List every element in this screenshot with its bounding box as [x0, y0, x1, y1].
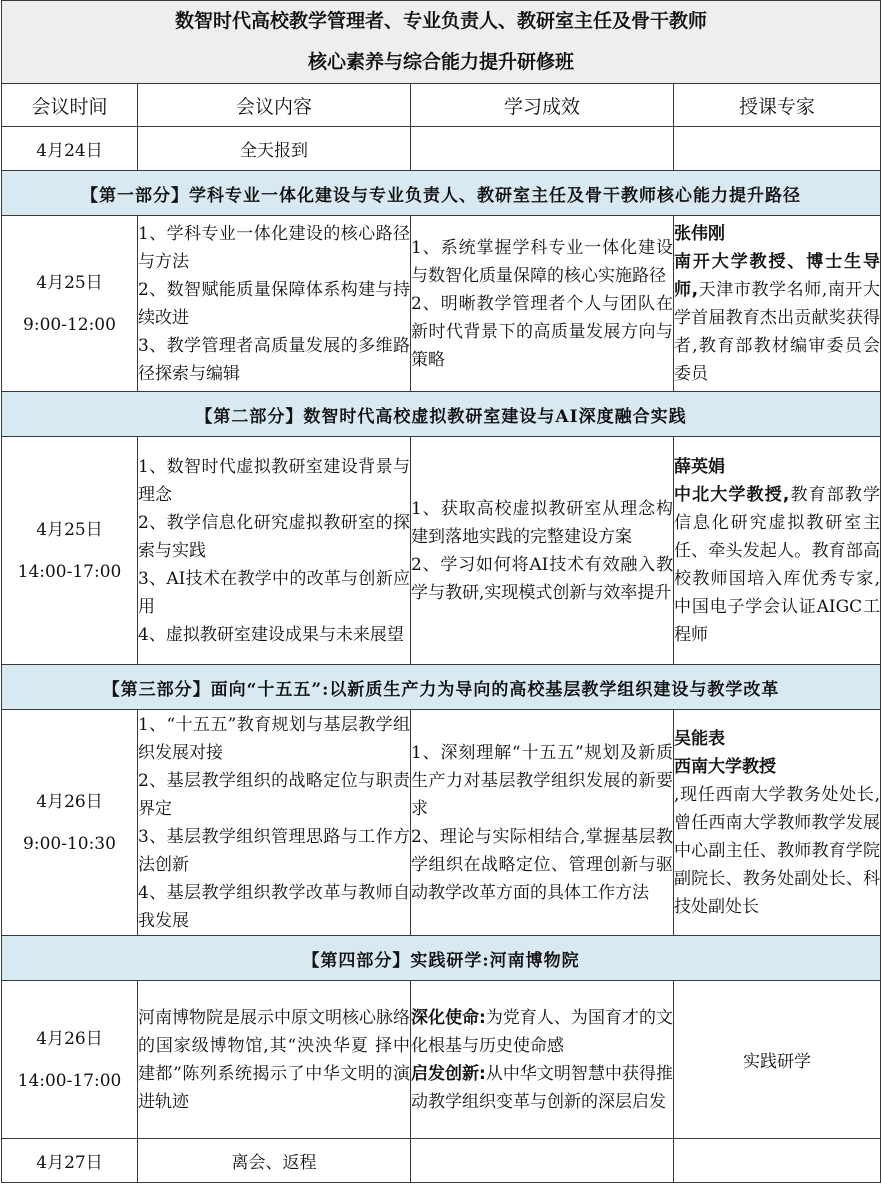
outcome-cell: [411, 437, 674, 665]
date-text: 4月26日: [36, 791, 103, 812]
expert-title: 南开大学教授、博士生导师,: [674, 251, 881, 300]
title-line-2: 核心素养与综合能力提升研修班: [308, 51, 575, 73]
expert-bio: [674, 248, 880, 388]
list-item: 4、虚拟教研室建设成果与未来展望: [138, 624, 404, 645]
list-item: 1、“十五五”教育规划与基层教学组织发展对接: [138, 714, 410, 763]
expert-cell: [674, 216, 881, 392]
section-title: 【第一部分】学科专业一体化建设与专业负责人、教研室主任及骨干教师核心能力提升路径: [2, 171, 881, 216]
section-title: 【第二部分】数智时代高校虚拟教研室建设与AI深度融合实践: [2, 392, 881, 437]
title-row: [2, 1, 881, 84]
table-row: [2, 437, 881, 665]
list-item: 1、获取高校虚拟教研室从理念构建到落地实践的完整建设方案: [411, 498, 673, 547]
header-content: 会议内容: [138, 84, 411, 127]
date-cell: [2, 216, 138, 392]
date-cell: 4月27日: [2, 1139, 138, 1183]
table-row: [2, 127, 881, 171]
date-cell: [2, 981, 138, 1139]
content-cell: [138, 216, 411, 392]
outcome-text: 从中华文明智慧中获得推动教学组织变革与创新的深层启发: [411, 1063, 673, 1112]
header-time: 会议时间: [2, 84, 138, 127]
list-item: 1、学科专业一体化建设的核心路径与方法: [138, 223, 410, 272]
content-text: 河南博物院是展示中原文明核心脉络的国家级博物馆,其“泱泱华夏 择中建都”陈列系统揭示了中华文明的演进轨迹: [138, 1007, 410, 1112]
expert-cell: [674, 437, 881, 665]
date-text: 4月26日: [36, 1028, 103, 1049]
header-row: [2, 84, 881, 127]
expert-title: 中北大学教授,: [674, 484, 790, 505]
outcome-cell: [411, 127, 674, 171]
list-item: 2、数智赋能质量保障体系构建与持续改进: [138, 279, 410, 328]
list-item: 2、明晰教学管理者个人与团队在新时代背景下的高质量发展方向与策略: [411, 293, 673, 370]
list-item: 2、学习如何将AI技术有效融入教学与教研,实现模式创新与效率提升: [411, 554, 673, 603]
expert-title: 西南大学教授: [674, 756, 776, 777]
date-text: 4月25日: [36, 272, 103, 293]
time-text: 9:00-12:00: [23, 314, 116, 335]
list-item: 1、深刻理解“十五五”规划及新质生产力对基层教学组织发展的新要求: [411, 742, 673, 819]
section-title: 【第三部分】面向“十五五”:以新质生产力为导向的高校基层教学组织建设与教学改革: [2, 665, 881, 710]
date-text: 4月25日: [36, 519, 103, 540]
section-row-1: [2, 171, 881, 216]
outcome-key: 深化使命:: [411, 1007, 486, 1028]
date-cell: [2, 710, 138, 936]
list-item: 3、教学管理者高质量发展的多维路径探索与编辑: [138, 335, 410, 384]
section-row-4: [2, 936, 881, 981]
expert-name: 薛英娟: [674, 456, 725, 477]
expert-cell: [674, 127, 881, 171]
expert-cell: [674, 710, 881, 936]
time-text: 14:00-17:00: [17, 1070, 122, 1091]
expert-desc: 教育部教学信息化研究虚拟教研室主任、牵头发起人。教育部高校教师国培入库优秀专家,中国电子学会认证AIGC工程师: [674, 484, 881, 645]
list-item: 1、数智时代虚拟教研室建设背景与理念: [138, 456, 410, 505]
list-item: 2、教学信息化研究虚拟教研室的探索与实践: [138, 512, 410, 561]
expert-name: 吴能表: [674, 728, 725, 749]
title-line-1: 数智时代高校教学管理者、专业负责人、教研室主任及骨干教师: [175, 10, 708, 32]
expert-desc: 天津市教学名师,南开大学首届教育杰出贡献奖获得者,教育部教材编审委员会委员: [674, 279, 881, 384]
list-item: 3、基层教学组织管理思路与工作方法创新: [138, 826, 410, 875]
table-row: [2, 981, 881, 1139]
expert-desc: ,现任西南大学教务处处长,曾任西南大学教师教学发展中心副主任、教师教育学院副院长、教务处副处长、科技处副处长: [674, 784, 881, 917]
outcome-item: [411, 1060, 673, 1116]
outcome-key: 启发创新:: [411, 1063, 486, 1084]
list-item: 4、基层教学组织教学改革与教师自我发展: [138, 882, 410, 931]
header-expert: 授课专家: [674, 84, 881, 127]
expert-cell: [674, 1139, 881, 1183]
section-title: 【第四部分】实践研学:河南博物院: [2, 936, 881, 981]
outcome-cell: [411, 981, 674, 1139]
table-row: [2, 216, 881, 392]
list-item: 2、基层教学组织的战略定位与职责界定: [138, 770, 410, 819]
expert-name: 张伟刚: [674, 223, 725, 244]
date-cell: 4月24日: [2, 127, 138, 171]
content-cell: [138, 710, 411, 936]
list-item: 1、系统掌握学科专业一体化建设与数智化质量保障的核心实施路径: [411, 237, 673, 286]
content-cell: 全天报到: [138, 127, 411, 171]
content-cell: [138, 437, 411, 665]
content-cell: 离会、返程: [138, 1139, 411, 1183]
expert-bio: [674, 481, 880, 649]
time-text: 14:00-17:00: [17, 561, 122, 582]
section-row-3: [2, 665, 881, 710]
content-cell: [138, 981, 411, 1139]
time-text: 9:00-10:30: [23, 833, 116, 854]
table-row: [2, 710, 881, 936]
list-item: 3、AI技术在教学中的改革与创新应用: [138, 568, 410, 617]
list-item: 2、理论与实际相结合,掌握基层教学组织在战略定位、管理创新与驱动教学改革方面的具体工作方法: [411, 826, 673, 903]
outcome-cell: [411, 216, 674, 392]
table-row: [2, 1139, 881, 1183]
date-cell: [2, 437, 138, 665]
header-outcome: 学习成效: [411, 84, 674, 127]
schedule-table: [1, 0, 881, 1183]
outcome-cell: [411, 710, 674, 936]
expert-cell: 实践研学: [674, 981, 881, 1139]
outcome-text: 为党育人、为国育才的文化根基与历史使命感: [411, 1007, 673, 1056]
section-row-2: [2, 392, 881, 437]
outcome-cell: [411, 1139, 674, 1183]
outcome-item: [411, 1004, 673, 1060]
